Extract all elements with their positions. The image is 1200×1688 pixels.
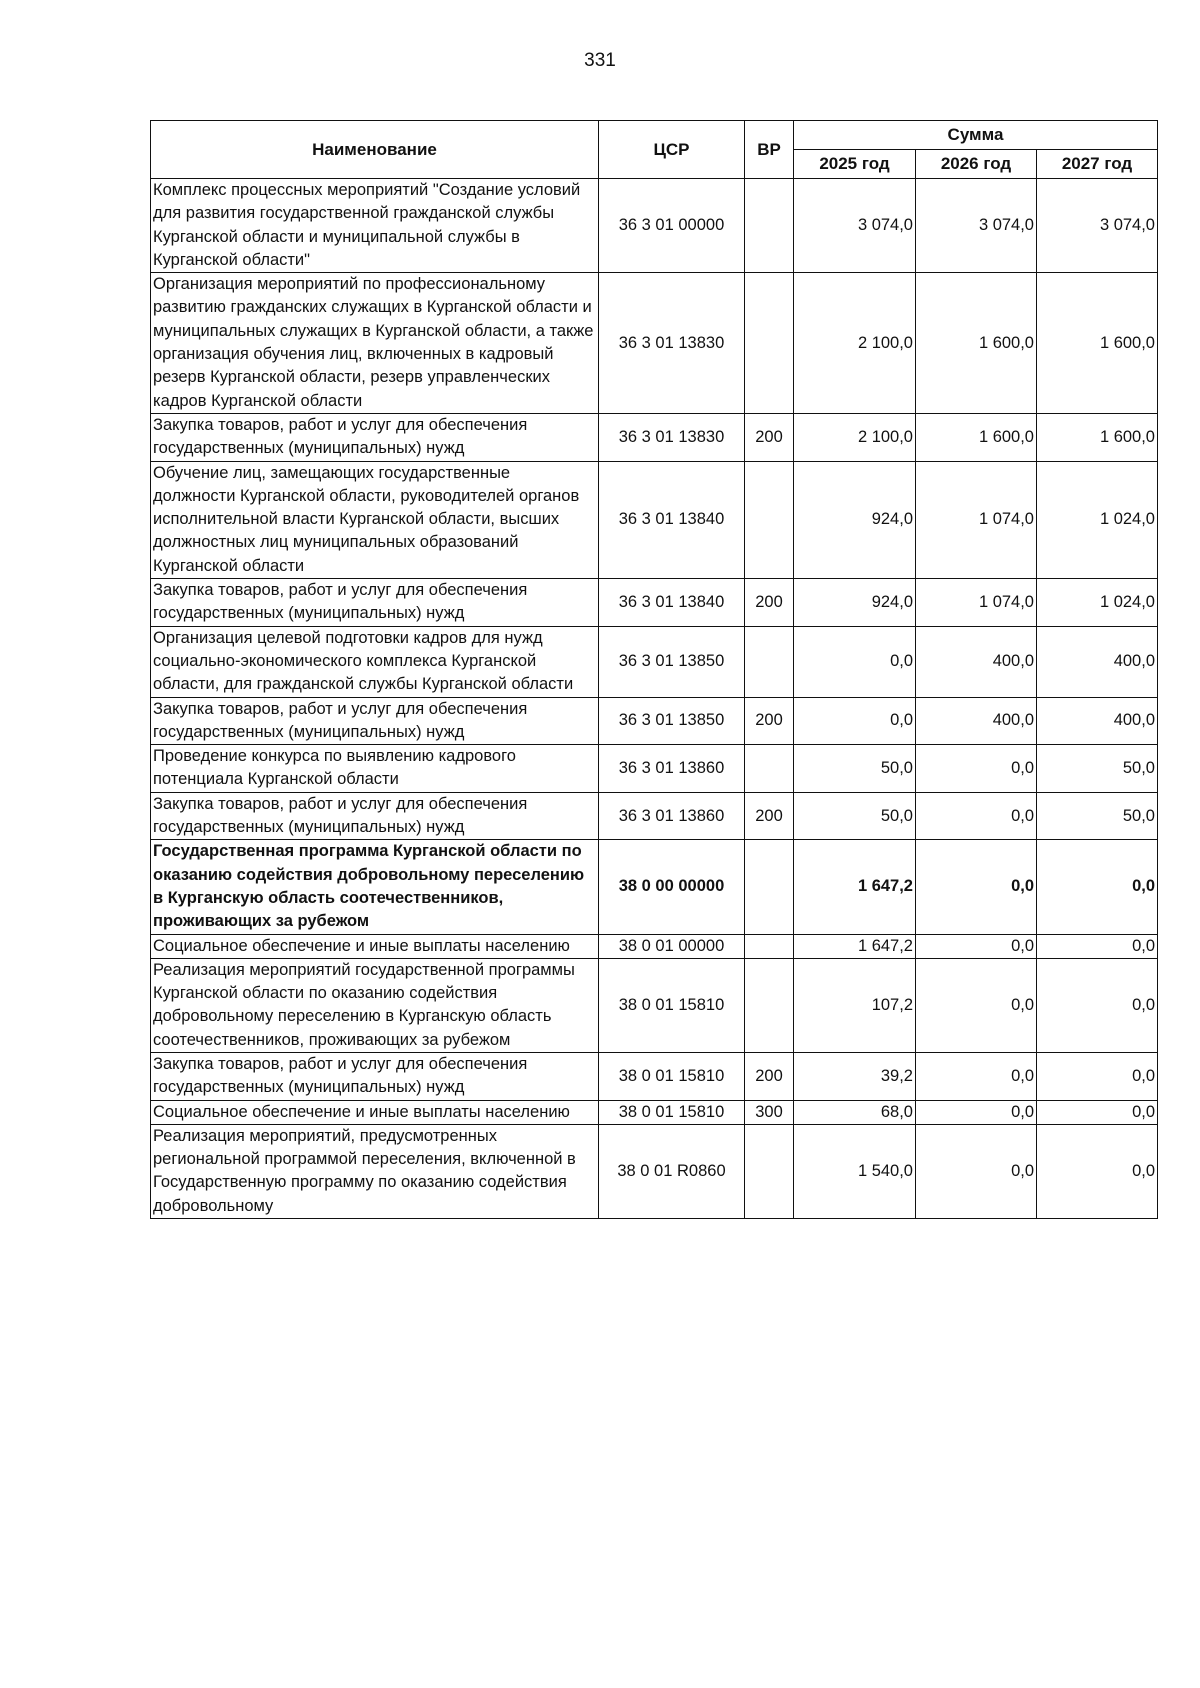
row-sum-2025: 39,2: [794, 1052, 916, 1100]
table-row: [151, 1100, 1158, 1124]
row-csr: 36 3 01 13860: [599, 792, 745, 840]
row-sum-2027: 50,0: [1037, 792, 1158, 840]
row-sum-2025: 924,0: [794, 579, 916, 627]
row-name: Закупка товаров, работ и услуг для обеспечения государственных (муниципальных) нужд: [151, 697, 599, 745]
row-vr: 300: [745, 1100, 794, 1124]
row-vr: [745, 179, 794, 273]
row-sum-2026: 0,0: [916, 745, 1037, 793]
row-name: Обучение лиц, замещающих государственные должности Курганской области, руководителей органов исполнительной власти Курганской области, высших должностных лиц муниципальных образований Курганской области: [151, 461, 599, 578]
row-vr: 200: [745, 413, 794, 461]
table-row: [151, 792, 1158, 840]
header-name: Наименование: [151, 121, 599, 179]
row-vr: [745, 273, 794, 414]
table-row: [151, 579, 1158, 627]
row-vr: 200: [745, 579, 794, 627]
row-csr: 38 0 00 00000: [599, 840, 745, 934]
row-sum-2026: 0,0: [916, 840, 1037, 934]
row-csr: 36 3 01 13830: [599, 273, 745, 414]
row-csr: 36 3 01 13840: [599, 461, 745, 578]
header-csr: ЦСР: [599, 121, 745, 179]
row-vr: [745, 840, 794, 934]
row-sum-2025: 50,0: [794, 792, 916, 840]
row-sum-2025: 0,0: [794, 626, 916, 697]
row-sum-2025: 68,0: [794, 1100, 916, 1124]
row-sum-2026: 3 074,0: [916, 179, 1037, 273]
row-csr: 38 0 01 R0860: [599, 1124, 745, 1218]
table-row: [151, 697, 1158, 745]
row-vr: [745, 461, 794, 578]
row-vr: [745, 626, 794, 697]
table-row: [151, 626, 1158, 697]
row-csr: 38 0 01 15810: [599, 1052, 745, 1100]
row-sum-2025: 1 540,0: [794, 1124, 916, 1218]
row-sum-2026: 1 074,0: [916, 579, 1037, 627]
row-name: Социальное обеспечение и иные выплаты населению: [151, 1100, 599, 1124]
row-name: Реализация мероприятий, предусмотренных региональной программой переселения, включенной в Государственную программу по оказанию содействия добровольному: [151, 1124, 599, 1218]
table-body: [151, 179, 1158, 1219]
row-sum-2025: 107,2: [794, 958, 916, 1052]
row-csr: 38 0 01 15810: [599, 958, 745, 1052]
row-sum-2025: 0,0: [794, 697, 916, 745]
table-row: [151, 934, 1158, 958]
row-vr: [745, 934, 794, 958]
table-row: [151, 1124, 1158, 1218]
row-name: Закупка товаров, работ и услуг для обеспечения государственных (муниципальных) нужд: [151, 1052, 599, 1100]
table-row: [151, 413, 1158, 461]
row-name: Проведение конкурса по выявлению кадрового потенциала Курганской области: [151, 745, 599, 793]
row-csr: 36 3 01 13830: [599, 413, 745, 461]
row-sum-2026: 1 600,0: [916, 413, 1037, 461]
row-sum-2025: 50,0: [794, 745, 916, 793]
row-sum-2027: 0,0: [1037, 1100, 1158, 1124]
row-sum-2027: 1 024,0: [1037, 579, 1158, 627]
row-sum-2026: 0,0: [916, 792, 1037, 840]
row-vr: 200: [745, 1052, 794, 1100]
header-vr: ВР: [745, 121, 794, 179]
table-row: [151, 840, 1158, 934]
budget-table: [150, 120, 1158, 1219]
row-sum-2027: 0,0: [1037, 958, 1158, 1052]
row-vr: [745, 1124, 794, 1218]
header-year-2025: 2025 год: [794, 150, 916, 179]
row-vr: 200: [745, 697, 794, 745]
row-sum-2026: 400,0: [916, 626, 1037, 697]
row-name: Организация мероприятий по профессиональному развитию гражданских служащих в Курганской области и муниципальных служащих в Курганской области, а также организация обучения лиц, включенных в кадровый резерв Курганской области, резерв управленческих кадров Курганской области: [151, 273, 599, 414]
row-name: Закупка товаров, работ и услуг для обеспечения государственных (муниципальных) нужд: [151, 413, 599, 461]
row-sum-2026: 0,0: [916, 1124, 1037, 1218]
row-sum-2026: 1 074,0: [916, 461, 1037, 578]
row-name: Закупка товаров, работ и услуг для обеспечения государственных (муниципальных) нужд: [151, 792, 599, 840]
table-row: [151, 1052, 1158, 1100]
header-year-2027: 2027 год: [1037, 150, 1158, 179]
row-sum-2027: 0,0: [1037, 1124, 1158, 1218]
row-name: Организация целевой подготовки кадров для нужд социально-экономического комплекса Курганской области, для гражданской службы Курганской области: [151, 626, 599, 697]
row-csr: 36 3 01 13860: [599, 745, 745, 793]
row-name: Комплекс процессных мероприятий "Создание условий для развития государственной гражданской службы Курганской области и муниципальной службы в Курганской области": [151, 179, 599, 273]
row-sum-2026: 0,0: [916, 934, 1037, 958]
row-sum-2026: 400,0: [916, 697, 1037, 745]
row-sum-2027: 3 074,0: [1037, 179, 1158, 273]
row-name: Государственная программа Курганской области по оказанию содействия добровольному переселению в Курганскую область соотечественников, проживающих за рубежом: [151, 840, 599, 934]
row-sum-2025: 2 100,0: [794, 273, 916, 414]
row-sum-2027: 400,0: [1037, 697, 1158, 745]
row-sum-2025: 1 647,2: [794, 840, 916, 934]
row-name: Социальное обеспечение и иные выплаты населению: [151, 934, 599, 958]
row-sum-2025: 2 100,0: [794, 413, 916, 461]
row-name: Закупка товаров, работ и услуг для обеспечения государственных (муниципальных) нужд: [151, 579, 599, 627]
row-sum-2027: 50,0: [1037, 745, 1158, 793]
row-sum-2025: 924,0: [794, 461, 916, 578]
header-sum: Сумма: [794, 121, 1158, 150]
row-csr: 38 0 01 00000: [599, 934, 745, 958]
table-row: [151, 958, 1158, 1052]
row-sum-2027: 0,0: [1037, 840, 1158, 934]
row-sum-2027: 1 024,0: [1037, 461, 1158, 578]
page-number: 331: [584, 50, 616, 71]
row-sum-2027: 0,0: [1037, 934, 1158, 958]
row-sum-2027: 400,0: [1037, 626, 1158, 697]
row-sum-2026: 0,0: [916, 1052, 1037, 1100]
row-name: Реализация мероприятий государственной программы Курганской области по оказанию содействия добровольному переселению в Курганскую область соотечественников, проживающих за рубежом: [151, 958, 599, 1052]
row-csr: 36 3 01 13840: [599, 579, 745, 627]
row-vr: [745, 958, 794, 1052]
table-row: [151, 745, 1158, 793]
row-sum-2025: 1 647,2: [794, 934, 916, 958]
table-row: [151, 273, 1158, 414]
row-sum-2026: 1 600,0: [916, 273, 1037, 414]
row-csr: 36 3 01 00000: [599, 179, 745, 273]
row-csr: 36 3 01 13850: [599, 697, 745, 745]
row-sum-2026: 0,0: [916, 1100, 1037, 1124]
row-vr: [745, 745, 794, 793]
row-sum-2027: 0,0: [1037, 1052, 1158, 1100]
table-row: [151, 461, 1158, 578]
row-csr: 38 0 01 15810: [599, 1100, 745, 1124]
row-csr: 36 3 01 13850: [599, 626, 745, 697]
row-sum-2025: 3 074,0: [794, 179, 916, 273]
row-sum-2027: 1 600,0: [1037, 273, 1158, 414]
row-vr: 200: [745, 792, 794, 840]
row-sum-2027: 1 600,0: [1037, 413, 1158, 461]
table-row: [151, 179, 1158, 273]
header-year-2026: 2026 год: [916, 150, 1037, 179]
row-sum-2026: 0,0: [916, 958, 1037, 1052]
